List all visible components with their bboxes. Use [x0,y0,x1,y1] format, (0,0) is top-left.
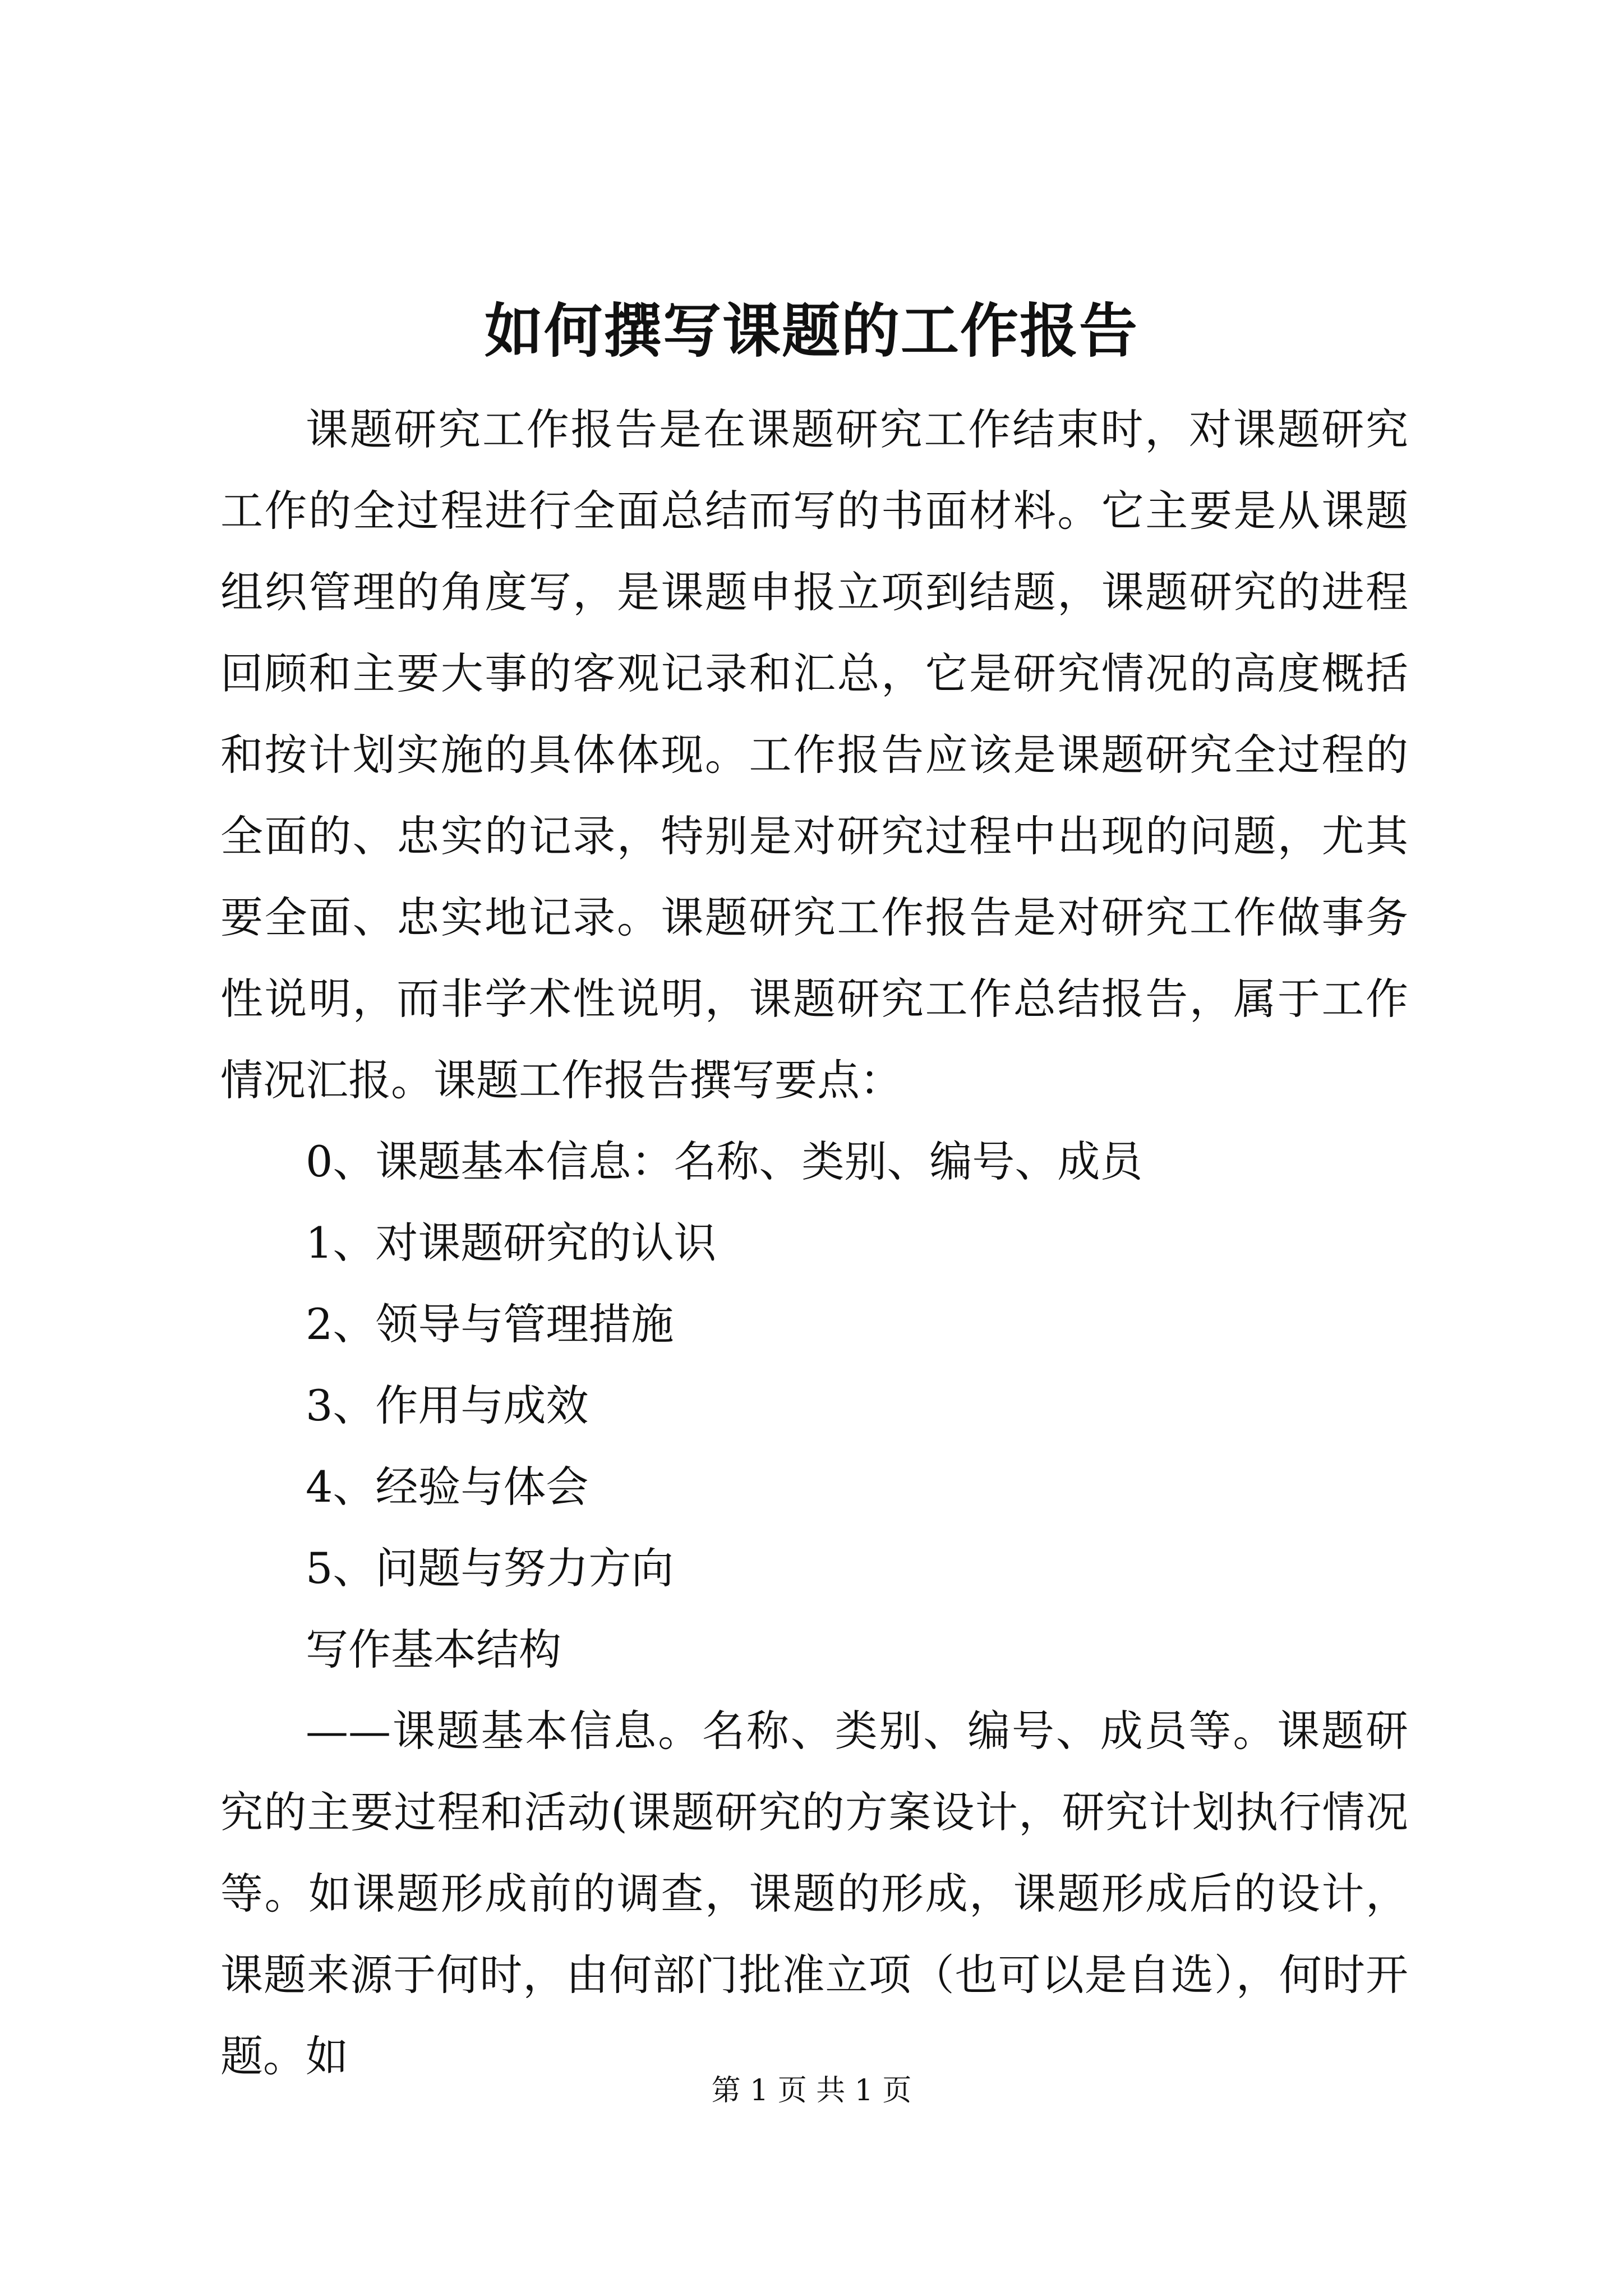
list-item: 2、领导与管理措施 [306,1299,674,1349]
document-title: 如何撰写课题的工作报告 [484,296,1138,365]
list-item: 0、课题基本信息：名称、类别、编号、成员 [306,1137,1143,1186]
intro-paragraph: 课题研究工作报告是在课题研究工作结束时，对课题研究工作的全过程进行全面总结而写的书面材料。它主要是从课题组织管理的角度写，是课题申报立项到结题，课题研究的进程回顾和主要大事的客观记录和汇总，它是研究情况的高度概括和按计划实施的具体体现。工作报告应该是课题研究全过程的全面的、忠实的记录，特别是对研究过程中出现的问题，尤其要全面、忠实地记录。课题研究工作报告是对研究工作做事务性说明，而非学术性说明，课题研究工作总结报告，属于工作情况汇报。课题工作报告撰写要点： [220,404,1408,1105]
list-item: 1、对课题研究的认识 [306,1218,717,1268]
list-item: 5、问题与努力方向 [306,1543,674,1593]
page-footer: 第 1 页 共 1 页 [711,2074,912,2108]
structure-heading: 写作基本结构 [306,1625,561,1674]
list-item: 3、作用与成效 [306,1381,589,1430]
list-item: 4、经验与体会 [306,1462,589,1512]
document-body [220,389,1408,2097]
structure-paragraph: ——课题基本信息。名称、类别、编号、成员等。课题研究的主要过程和活动(课题研究的方案设计，研究计划执行情况等。如课题形成前的调查，课题的形成，课题形成后的设计，课题来源于何时，由何部门批准立项（也可以是自选），何时开题。如 [220,1706,1408,2081]
